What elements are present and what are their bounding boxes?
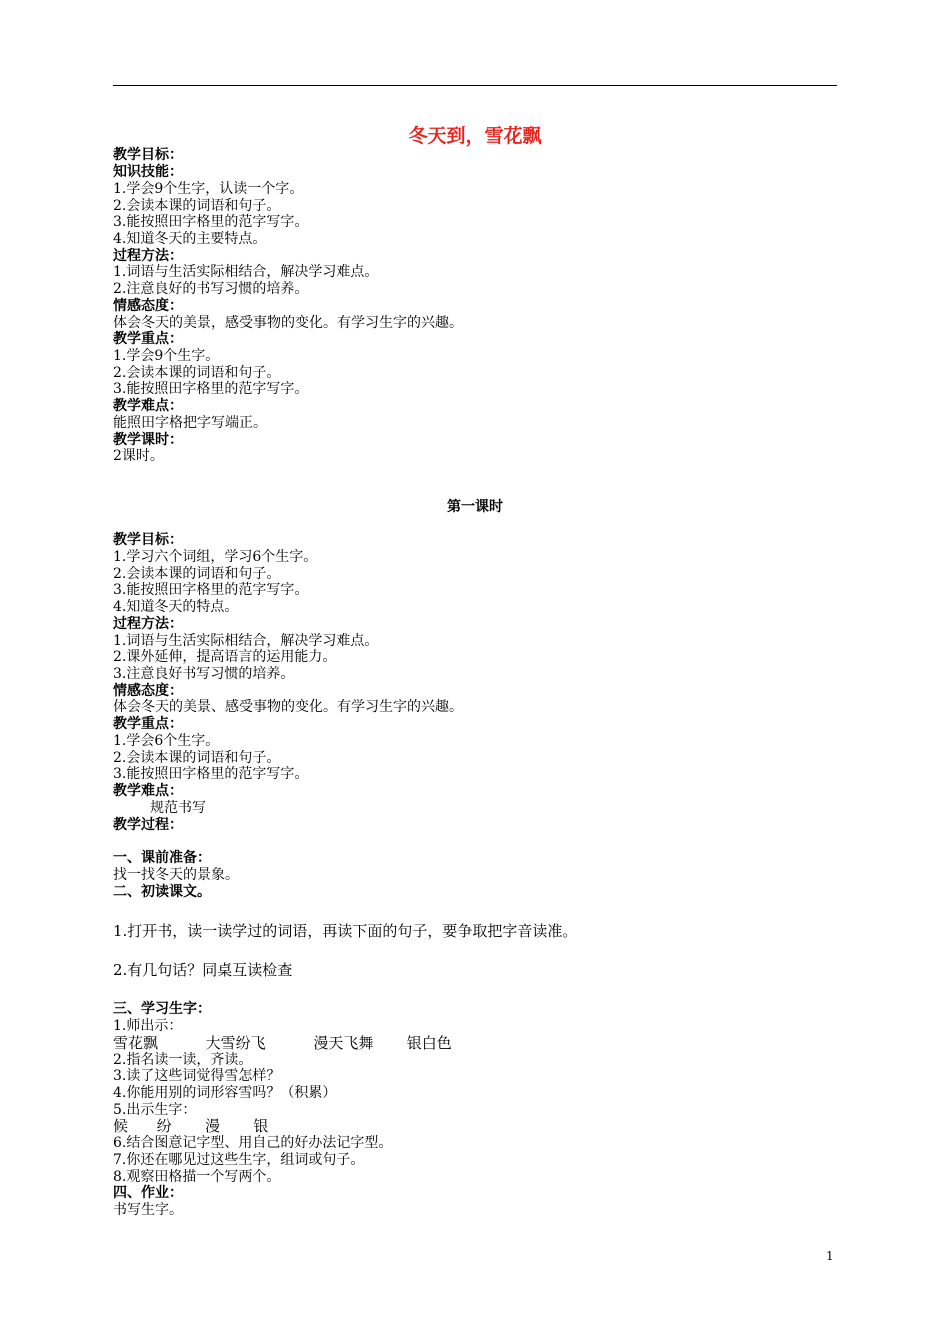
heading: 一、课前准备：: [113, 850, 211, 866]
text-line: 1.学习六个词组，学习6个生字。: [113, 549, 318, 565]
text-line: 4.你能用别的词形容雪吗？（积累）: [113, 1085, 337, 1101]
text-line: 2.会读本课的词语和句子。: [113, 750, 281, 766]
text-line: 1.学会9个生字。: [113, 348, 220, 364]
text-line: 7.你还在哪见过这些生字，组词或句子。: [113, 1152, 365, 1168]
text-line: 1.打开书，读一读学过的词语，再读下面的句子，要争取把字音读准。: [113, 922, 578, 940]
heading: 三、学习生字：: [113, 1001, 211, 1017]
heading: 教学重点：: [113, 331, 183, 347]
heading: 情感态度：: [113, 298, 183, 314]
text-line: 2.课外延伸，提高语言的运用能力。: [113, 649, 337, 665]
heading: 教学重点：: [113, 716, 183, 732]
text-line: 体会冬天的美景、感受事物的变化。有学习生字的兴趣。: [113, 699, 463, 715]
text-line: 1.师出示：: [113, 1018, 183, 1034]
header-rule: [113, 85, 837, 86]
heading: 教学目标：: [113, 532, 183, 548]
text-line: 书写生字。: [113, 1202, 183, 1218]
text-line: 3.读了这些词觉得雪怎样？: [113, 1068, 281, 1084]
document-title: 冬天到，雪花飘: [408, 125, 542, 147]
text-line: 2.指名读一读，齐读。: [113, 1052, 253, 1068]
text-line: 2课时。: [113, 448, 164, 464]
character-list: 候 纷 漫 银: [113, 1117, 269, 1135]
heading: 知识技能：: [113, 164, 183, 180]
text-line: 2.有几句话？同桌互读检查: [113, 961, 293, 979]
heading: 二、初读课文。: [113, 884, 211, 900]
text-line: 6.结合图意记字型、用自己的好办法记字型。: [113, 1135, 393, 1151]
page-number: 1: [826, 1249, 834, 1263]
heading: 过程方法：: [113, 616, 183, 632]
text-line: 1.学会9个生字，认读一个字。: [113, 181, 304, 197]
text-line: 1.词语与生活实际相结合，解决学习难点。: [113, 264, 379, 280]
text-line: 5.出示生字：: [113, 1102, 197, 1118]
text-line: 1.词语与生活实际相结合，解决学习难点。: [113, 633, 379, 649]
text-line: 4.知道冬天的主要特点。: [113, 231, 267, 247]
heading: 过程方法：: [113, 248, 183, 264]
heading: 教学难点：: [113, 398, 183, 414]
text-line: 3.能按照田字格里的范字写字。: [113, 214, 309, 230]
heading: 四、作业：: [113, 1185, 183, 1201]
heading: 教学过程：: [113, 817, 183, 833]
text-line: 规范书写: [150, 800, 206, 816]
heading: 教学课时：: [113, 432, 183, 448]
heading: 教学目标：: [113, 147, 183, 163]
text-line: 8.观察田格描一个写两个。: [113, 1169, 281, 1185]
text-line: 3.能按照田字格里的范字写字。: [113, 766, 309, 782]
heading: 教学难点：: [113, 783, 183, 799]
text-line: 1.学会6个生字。: [113, 733, 220, 749]
text-line: 4.知道冬天的特点。: [113, 599, 239, 615]
text-line: 3.能按照田字格里的范字写字。: [113, 582, 309, 598]
text-line: 能照田字格把字写端正。: [113, 415, 267, 431]
text-line: 找一找冬天的景象。: [113, 867, 239, 883]
text-line: 2.会读本课的词语和句子。: [113, 198, 281, 214]
text-line: 体会冬天的美景，感受事物的变化。有学习生字的兴趣。: [113, 315, 463, 331]
section-title: 第一课时: [447, 499, 503, 515]
text-line: 2.会读本课的词语和句子。: [113, 566, 281, 582]
text-line: 2.会读本课的词语和句子。: [113, 365, 281, 381]
text-line: 3.能按照田字格里的范字写字。: [113, 381, 309, 397]
text-line: 2.注意良好的书写习惯的培养。: [113, 281, 309, 297]
word-list: 雪花飘 大雪纷飞 漫天飞舞 银白色: [113, 1034, 452, 1052]
text-line: 3.注意良好书写习惯的培养。: [113, 666, 295, 682]
heading: 情感态度：: [113, 683, 183, 699]
